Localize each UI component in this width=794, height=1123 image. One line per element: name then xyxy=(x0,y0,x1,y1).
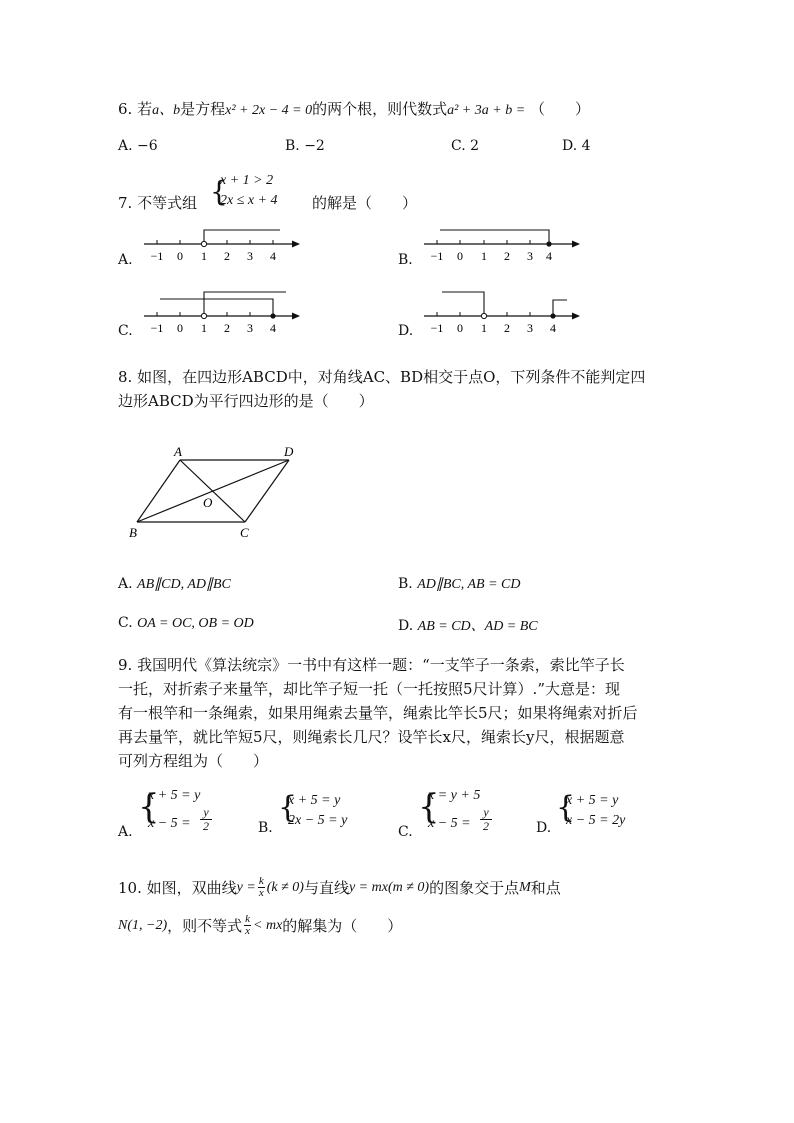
tick-label: −1 xyxy=(430,249,444,263)
brace-icon: { xyxy=(210,175,228,208)
q9-option-d-label[interactable]: D. xyxy=(536,820,552,836)
q9-option-c-label[interactable]: C. xyxy=(398,824,413,840)
vertex-label-c: C xyxy=(240,525,249,540)
q9-option-b-label[interactable]: B. xyxy=(258,820,273,836)
vertex-label-o: O xyxy=(203,495,213,510)
q9-b-eq1: x + 5 = y xyxy=(288,793,341,808)
question-8-line-1: 8. 如图，在四边形ABCD中，对角线AC、BD相交于点O，下列条件不能判定四 xyxy=(118,368,646,386)
tick-label: 4 xyxy=(270,321,276,335)
question-9-line-3: 有一根竿和一条绳索，如果用绳索去量竿，绳索比竿长5尺；如果将绳索对折后 xyxy=(118,704,638,722)
q7-number-line-b xyxy=(420,222,590,264)
tick-label: 2 xyxy=(504,321,510,335)
tick-label: 2 xyxy=(224,321,230,335)
q6-option-a[interactable]: A. −6 xyxy=(118,138,158,154)
q7-option-c[interactable]: C. xyxy=(118,323,133,339)
question-9-line-4: 再去量竿，就比竿短5尺，则绳索长几尺？设竿长x尺，绳索长y尺，根据题意 xyxy=(118,728,625,746)
q7-number-line-a xyxy=(140,222,310,264)
vertex-label-b: B xyxy=(129,525,137,540)
tick-label: 1 xyxy=(481,249,487,263)
tick-label: 3 xyxy=(247,249,253,263)
tick-label: 1 xyxy=(201,249,207,263)
q7-number-line-d xyxy=(420,290,590,336)
tick-label: 0 xyxy=(177,249,183,263)
brace-icon: { xyxy=(278,790,298,825)
tick-label: −1 xyxy=(430,321,444,335)
q7-number-line-c xyxy=(140,290,310,336)
q7-option-b[interactable]: B. xyxy=(398,252,413,268)
question-8-line-2: 边形ABCD为平行四边形的是（ ） xyxy=(118,392,374,410)
q8-option-c[interactable]: C. OA = OC, OB = OD xyxy=(118,615,254,631)
q7-inequality-2: 2x ≤ x + 4 xyxy=(220,193,278,208)
tick-label: 0 xyxy=(457,249,463,263)
q9-d-eq2: x − 5 = 2y xyxy=(566,813,626,828)
tick-label: 4 xyxy=(546,249,552,263)
tick-label: 4 xyxy=(550,321,556,335)
question-10-line-1: 10. 如图，双曲线 y = $\frac{k}{x}$ (k ≠ 0) 与直线 y = mx (m ≠ 0) 的图象交于点 M 和点 xyxy=(118,875,561,899)
question-9-line-5: 可列方程组为（ ） xyxy=(118,752,269,770)
q9-c-eq1: x = y + 5 xyxy=(428,788,481,803)
tick-label: 1 xyxy=(201,321,207,335)
question-9-line-1: 9. 我国明代《算法统宗》一书中有这样一题：“一支竿子一条索，索比竿子长 xyxy=(118,656,625,674)
q9-a-eq2: x − 5 = xyxy=(148,816,191,831)
q10-fraction-k-over-x-2: k x xyxy=(245,913,251,937)
q10-fraction-k-over-x: $\frac{k}{x}$ xyxy=(258,875,264,899)
q6-option-d[interactable]: D. 4 xyxy=(562,138,591,154)
tick-label: 3 xyxy=(247,321,253,335)
q8-option-a[interactable]: A. AB∥CD, AD∥BC xyxy=(118,576,231,592)
q8-option-b[interactable]: B. AD∥BC, AB = CD xyxy=(398,576,521,592)
q7-inequality-1: x + 1 > 2 xyxy=(220,173,274,188)
q9-option-a-label[interactable]: A. xyxy=(118,824,133,840)
brace-icon: { xyxy=(556,790,576,825)
tick-label: 2 xyxy=(504,249,510,263)
q7-option-d[interactable]: D. xyxy=(398,323,414,339)
tick-label: 0 xyxy=(177,321,183,335)
vertex-label-d: D xyxy=(284,444,294,459)
q9-a-fraction: y 2 xyxy=(200,806,212,833)
tick-label: 3 xyxy=(527,321,533,335)
vertex-label-a: A xyxy=(174,444,182,459)
question-6-stem: 6. 若a、b是方程x² + 2x − 4 = 0的两个根，则代数式a² + 3a + b = （ ） xyxy=(118,100,590,118)
q6-option-c[interactable]: C. 2 xyxy=(451,138,480,154)
tick-label: 0 xyxy=(457,321,463,335)
q9-d-eq1: x + 5 = y xyxy=(566,793,619,808)
brace-icon: { xyxy=(138,787,160,827)
q9-c-fraction: y 2 xyxy=(480,806,492,833)
question-9-line-2: 一托，对折索子来量竿，却比竿子短一托（一托按照5尺计算）.”大意是：现 xyxy=(118,680,620,698)
tick-label: −1 xyxy=(150,321,164,335)
question-7-stem-prefix: 7. 不等式组 xyxy=(118,194,198,212)
tick-label: 3 xyxy=(527,249,533,263)
q7-option-a[interactable]: A. xyxy=(118,252,133,268)
q9-a-eq1: x + 5 = y xyxy=(148,788,201,803)
tick-label: 1 xyxy=(481,321,487,335)
tick-label: −1 xyxy=(150,249,164,263)
q9-b-eq2: 2x − 5 = y xyxy=(288,813,348,828)
brace-icon: { xyxy=(418,787,440,827)
q8-option-d[interactable]: D. AB = CD、AD = BC xyxy=(398,618,538,634)
q9-c-eq2: x − 5 = xyxy=(428,816,471,831)
tick-label: 4 xyxy=(270,249,276,263)
q6-option-b[interactable]: B. −2 xyxy=(285,138,325,154)
tick-label: 2 xyxy=(224,249,230,263)
parallelogram-figure xyxy=(125,440,315,545)
question-10-line-2: N(1, −2) ，则不等式 k x < mx 的解集为（ ） xyxy=(118,913,403,937)
q7-stem-suffix: 的解是（ ） xyxy=(312,194,418,212)
